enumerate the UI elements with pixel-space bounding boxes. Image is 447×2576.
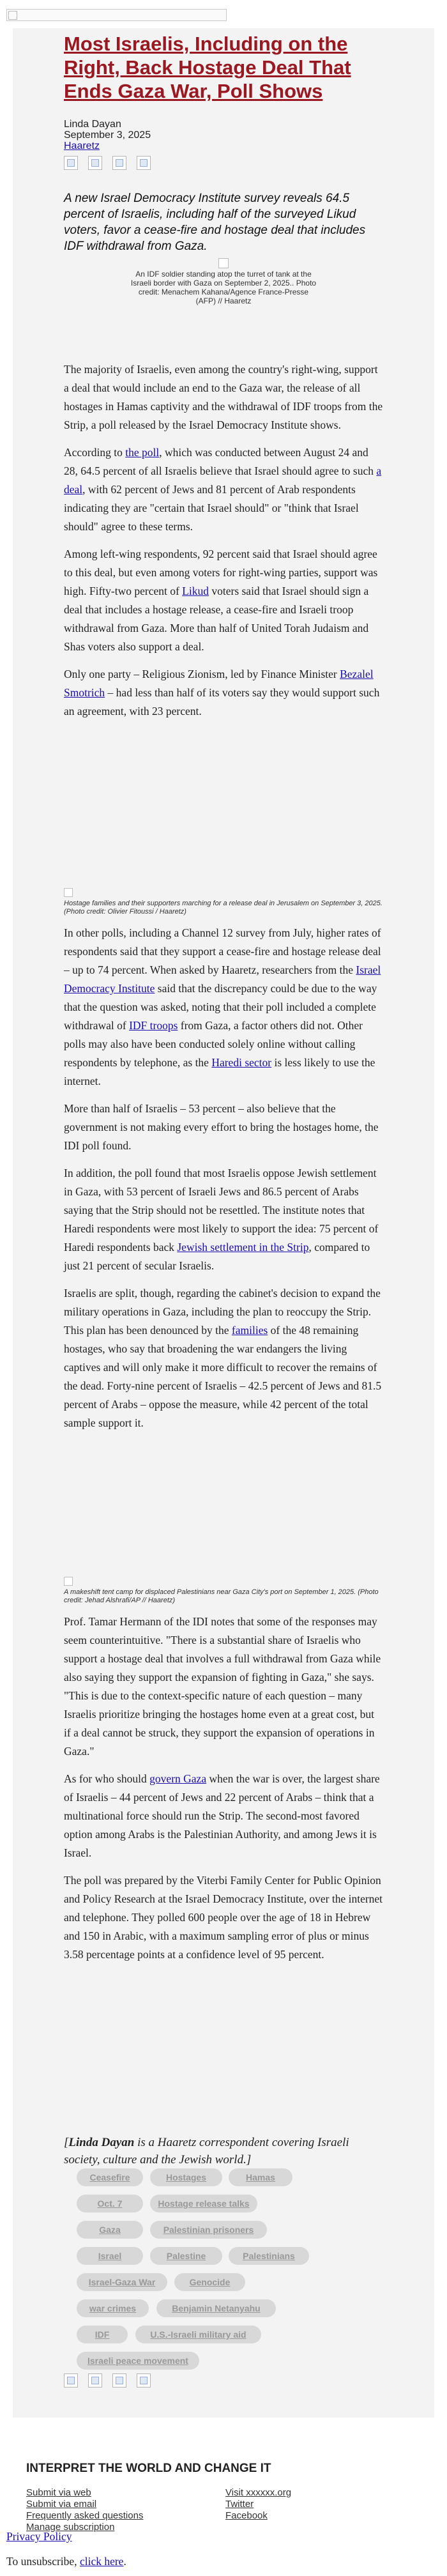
tag[interactable]: Hamas [229,2168,292,2186]
share-bar-top [64,156,151,170]
twitter-link[interactable]: Twitter [225,2499,254,2510]
link-share-icon[interactable] [137,156,151,170]
likud-link[interactable]: Likud [182,585,209,597]
visit-site-link[interactable]: Visit xxxxxx.org [225,2487,292,2498]
article-subhead: A new Israel Democracy Institute survey reveals 64.5 percent of Israelis, including half of the surveyed Likud voters, favor a cease-fire and hostage deal that includes IDF withdrawal from Gaza. [64,192,366,253]
share-bar-bottom [64,2373,151,2388]
unsubscribe-link[interactable]: click here [79,2555,124,2568]
haredi-link[interactable]: Haredi sector [211,1056,272,1069]
hero-image [218,258,229,268]
facebook-share-icon[interactable] [64,156,78,170]
tag[interactable]: Ceasefire [77,2168,143,2186]
article-image [64,1577,73,1586]
broken-image-icon [8,11,17,20]
tag[interactable]: Palestinian prisoners [150,2221,267,2239]
tag[interactable]: Gaza [77,2221,143,2239]
submit-email-link[interactable]: Submit via email [26,2499,97,2510]
link-share-icon[interactable] [137,2373,151,2388]
tag[interactable]: Hostage release talks [150,2195,257,2212]
paragraph: Prof. Tamar Hermann of the IDI notes that some of the responses may seem counterintuitive. "There is a substantial share of Israelis who support a hostage deal that involves a full withdrawal from Gaza while also saying they support the expansion of fighting in Gaza," she says. "This is due to the context-specific nature of each question – many Israelis prioritize bringing the hostages home even at a great cost, but if a deal cannot be struck, they support the expansion of operations in Gaza." [64,1615,381,1758]
email-share-icon[interactable] [112,2373,126,2388]
twitter-share-icon[interactable] [88,156,102,170]
facebook-link[interactable]: Facebook [225,2510,268,2521]
smotrich-link[interactable]: Bezalel Smotrich [64,668,374,699]
byline [64,119,151,151]
faq-link[interactable]: Frequently asked questions [26,2510,144,2521]
facebook-share-icon[interactable] [64,2373,78,2388]
tag[interactable]: war crimes [77,2299,149,2317]
tag[interactable]: Oct. 7 [77,2195,143,2212]
author-name: Linda Dayan [64,119,121,130]
header-banner-image [6,9,227,21]
footer-left-links [26,2487,143,2533]
tag[interactable]: Hostages [150,2168,222,2186]
idi-link[interactable]: Israel Democracy Institute [64,963,381,995]
image-caption: A makeshift tent camp for displaced Palestinians near Gaza City's port on September 1, 2025. (Photo credit: Jehad Alshrafi/AP // Haaretz) [64,1588,379,1604]
govern-gaza-link[interactable]: govern Gaza [149,1772,207,1785]
tag[interactable]: Genocide [174,2273,245,2291]
hero-image-block [128,258,319,305]
footer-heading: INTERPRET THE WORLD AND CHANGE IT [26,2462,271,2475]
paragraph: The majority of Israelis, even among the country's right-wing, support a deal that would include an end to the Gaza war, the release of all hostages in Hamas captivity and the withdrawal of IDF troops from the Strip, a poll released by the Israel Democracy Institute shows. [64,363,383,431]
paragraph: More than half of Israelis – 53 percent – also believe that the government is not making every effort to bring the hostages home, the IDI poll found. [64,1102,379,1152]
privacy-row [6,2530,72,2543]
article-body-part-3 [64,1613,383,1964]
image-caption: Hostage families and their supporters marching for a release deal in Jerusalem on September 3, 2025. (Photo credit: Olivier Fitoussi / Haaretz) [64,900,383,916]
twitter-share-icon[interactable] [88,2373,102,2388]
tag[interactable]: Israeli peace movement [77,2352,199,2370]
paragraph: In other polls, including a Channel 12 survey from July, higher rates of respondents said that they support a cease-fire and hostage release deal – up to 74 percent. When asked by Haaretz, researchers from the Israel Democracy Institute said that the discrepancy could be due to the way that the question was asked, noting that their poll included a complete withdrawal of IDF troops from Gaza, a factor others did not. Other polls may also have been conducted solely online without calling respondents by telephone, as the Haredi sector is less likely to use the internet. [64,926,381,1087]
tag[interactable]: IDF [77,2326,128,2343]
families-link[interactable]: families [231,1324,268,1337]
submit-web-link[interactable]: Submit via web [26,2487,91,2498]
paragraph: In addition, the poll found that most Israelis oppose Jewish settlement in Gaza, with 53 percent of Israeli Jews and 86.5 percent of Arabs saying that the Strip should not be resettled. The institute notes that Haredi respondents were most likely to support the idea: 75 percent of Haredi respondents back Jewish settlement in the Strip, compared to just 21 percent of secular Israelis. [64,1167,379,1272]
article-headline[interactable]: Most Israelis, Including on the Right, Back Hostage Deal That Ends Gaza War, Poll Shows [64,33,351,102]
paragraph: According to the poll, which was conducted between August 24 and 28, 64.5 percent of all Israelis believe that Israel should agree to such a deal, with 62 percent of Jews and 81 percent of Arab respondents indicating they are "certain that Israel should" or "think that Israel should" agree to these terms. [64,446,382,533]
tag[interactable]: Israel [77,2247,143,2265]
deal-link[interactable]: a deal [64,464,382,496]
article-body-part-1 [64,360,383,721]
email-body [13,28,434,2533]
tag[interactable]: Palestine [150,2247,222,2265]
hero-caption: An IDF soldier standing atop the turret of tank at the Israeli border with Gaza on September 2, 2025.. Photo credit: Menachem Kahana/Agence France-Presse (AFP) // Haaretz [130,270,317,305]
paragraph: Among left-wing respondents, 92 percent said that Israel should agree to this deal, but even among voters for right-wing parties, support was high. Fifty-two percent of Likud voters said that Israel should sign a deal that includes a hostage release, a cease-fire and Israeli troop withdrawal from Gaza. More than half of United Torah Judaism and Shas voters also support a deal. [64,548,378,653]
tag[interactable]: Israel-Gaza War [77,2273,167,2291]
publish-date: September 3, 2025 [64,130,151,141]
bio-author-name: Linda Dayan [68,2136,135,2149]
unsubscribe-row: To unsubscribe, click here. [6,2555,126,2568]
source-link[interactable]: Haaretz [64,141,100,151]
tag[interactable]: U.S.-Israeli military aid [135,2326,261,2343]
author-bio: [Linda Dayan is a Haaretz correspondent covering Israeli society, culture and the Jewish world.] [64,2136,349,2166]
idf-troops-link[interactable]: IDF troops [129,1019,178,1032]
article-body-part-2 [64,924,383,1432]
tag[interactable]: Benjamin Netanyahu [156,2299,276,2317]
tag[interactable]: Palestinians [229,2247,309,2265]
article-image [64,888,73,897]
footer-right-links [225,2487,291,2522]
paragraph: Israelis are split, though, regarding the cabinet's decision to expand the military operations in Gaza, including the plan to reoccupy the Strip. This plan has been denounced by the families of the 48 remaining hostages, who say that broadening the war endangers the living captives and will only make it more difficult to recover the remains of the dead. Forty-nine percent of Israelis – 42.5 percent of Jews and 81.5 percent of Arabs – oppose the measure, while 42 percent of the total sample support it. [64,1287,382,1429]
paragraph: Only one party – Religious Zionism, led by Finance Minister Bezalel Smotrich – had less than half of its voters say they would support such an agreement, with 23 percent. [64,668,380,717]
poll-link[interactable]: the poll [125,446,160,459]
email-share-icon[interactable] [112,156,126,170]
image-block-3 [64,1577,383,1605]
paragraph: As for who should govern Gaza when the war is over, the largest share of Israelis – 44 percent of Jews and 22 percent of Arabs – think that a multinational force should run the Strip. The second-most favored option among Arabs is the Palestinian Authority, and among Jews it is Israel. [64,1772,380,1859]
image-block-2 [64,888,383,916]
manage-subscription-link[interactable]: Manage subscription [26,2522,115,2533]
privacy-policy-link[interactable]: Privacy Policy [6,2530,72,2543]
settlement-link[interactable]: Jewish settlement in the Strip [177,1241,309,1254]
paragraph: The poll was prepared by the Viterbi Family Center for Public Opinion and Policy Research at the Israel Democracy Institute, over the internet and telephone. They polled 600 people over the age of 18 in Hebrew and 150 in Arabic, with a maximum sampling error of plus or minus 3.58 percentage points at a confidence level of 95 percent. [64,1874,383,1961]
